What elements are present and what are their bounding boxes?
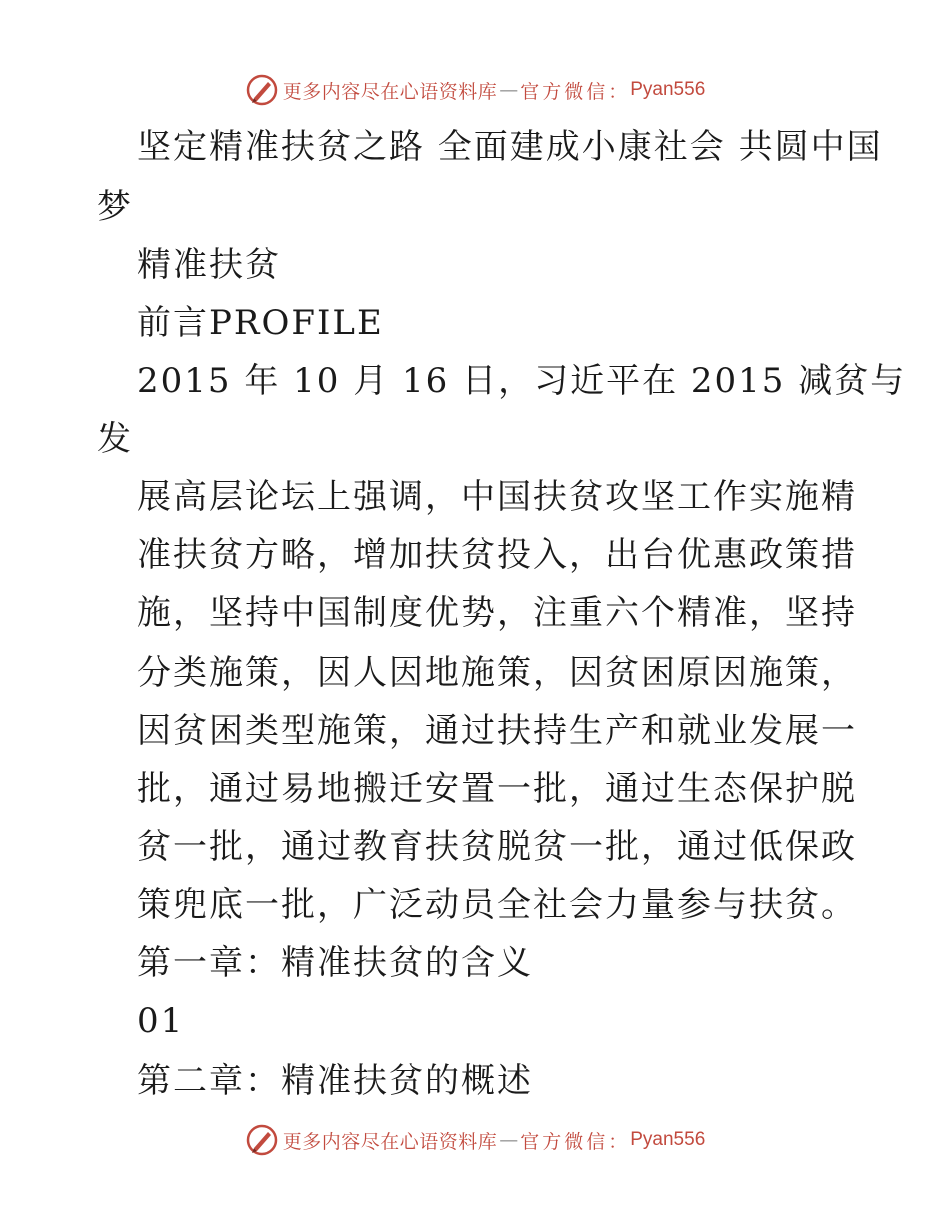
paragraph-line-9: 贫一批，通过教育扶贫脱贫一批，通过低保政 — [137, 827, 857, 867]
banner-wechat-label: 官方微信： — [520, 1130, 631, 1153]
title-line-1: 坚定精准扶贫之路 全面建成小康社会 共圆中国 — [137, 127, 883, 167]
paragraph-line-8: 批，通过易地搬迁安置一批，通过生态保护脱 — [137, 769, 857, 809]
chapter-1-number: 01 — [137, 1001, 185, 1041]
banner-separator: — — [499, 79, 519, 101]
chapter-1-heading: 第一章：精准扶贫的含义 — [137, 943, 533, 983]
banner-separator: — — [499, 1129, 519, 1151]
paragraph-line-2: 发 — [97, 419, 133, 459]
paragraph-line-7: 因贫困类型施策，通过扶持生产和就业发展一 — [137, 711, 857, 751]
quill-logo-icon — [245, 1123, 279, 1157]
paragraph-line-1: 2015 年 10 月 16 日，习近平在 2015 减贫与 — [137, 361, 907, 401]
banner-wechat-label: 官方微信： — [520, 80, 631, 103]
banner-text: 更多内容尽在心语资料库 — [282, 1130, 498, 1153]
banner-wechat-id: Pyan556 — [630, 79, 706, 100]
quill-logo-icon — [245, 73, 279, 107]
title-line-2: 梦 — [97, 187, 133, 227]
paragraph-line-6: 分类施策，因人因地施策，因贫困原因施策， — [137, 653, 857, 693]
chapter-2-heading: 第二章：精准扶贫的概述 — [137, 1061, 533, 1101]
subtitle: 精准扶贫 — [137, 245, 281, 285]
paragraph-line-4: 准扶贫方略，增加扶贫投入，出台优惠政策措 — [137, 535, 857, 575]
header-banner — [0, 70, 950, 110]
paragraph-line-5: 施，坚持中国制度优势，注重六个精准，坚持 — [137, 593, 857, 633]
banner-wechat-id: Pyan556 — [630, 1129, 706, 1150]
banner-text: 更多内容尽在心语资料库 — [282, 80, 498, 103]
preface-heading: 前言PROFILE — [137, 303, 384, 343]
footer-banner — [0, 1120, 950, 1160]
paragraph-line-10: 策兜底一批，广泛动员全社会力量参与扶贫。 — [137, 885, 857, 925]
paragraph-line-3: 展高层论坛上强调，中国扶贫攻坚工作实施精 — [137, 477, 857, 517]
